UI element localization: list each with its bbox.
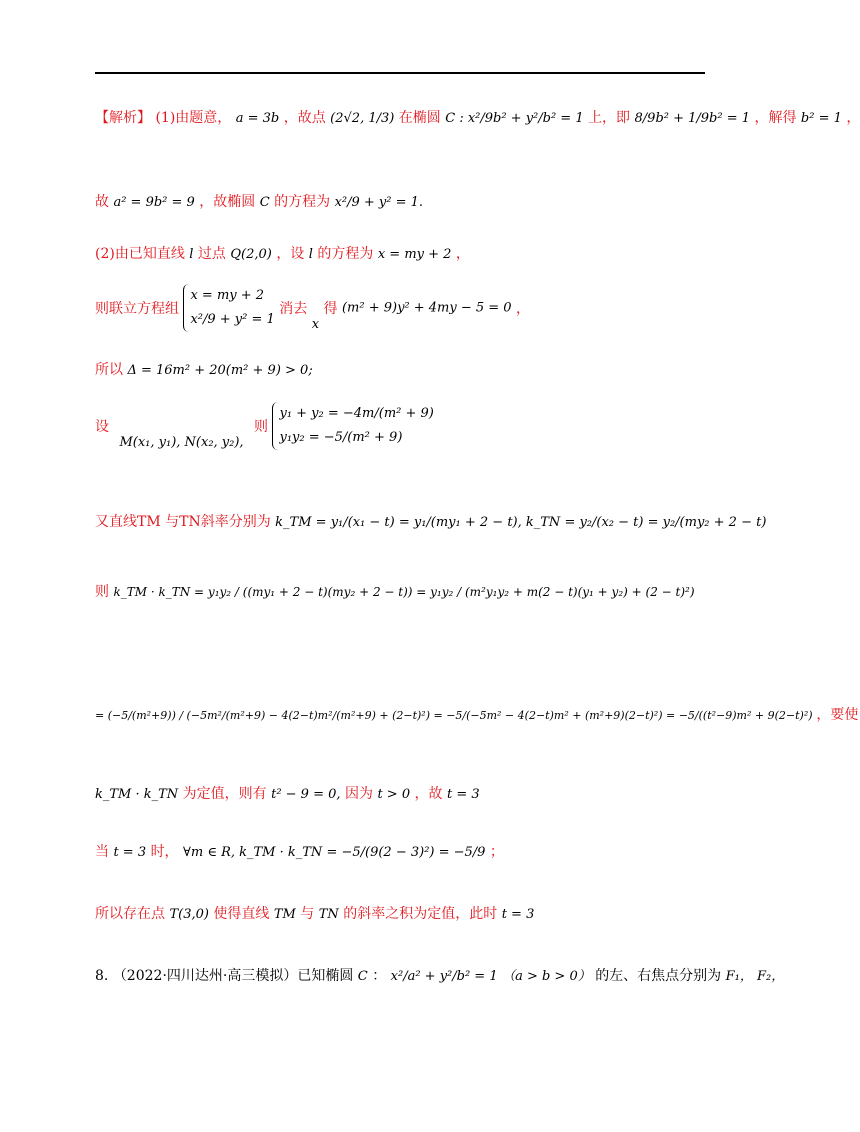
solution-line-11: 当 t = 3 时， ∀m ∈ R, k_TM · k_TN = −5/(9(2 − 3)²) = −5/9 ； [95,844,504,860]
solution-line-8: 则 k_TM · k_TN = y₁y₂ / ((my₁ + 2 − t)(my₂ + 2 − t)) = y₁y₂ / (m²y₁y₂ + m(2 − t)(y₁ + y₂) + (2 − t)²) [95,584,695,600]
equation-system: x = my + 2 x²/9 + y² = 1 [183,284,274,332]
solution-line-3: (2)由已知直线 l 过点 Q(2,0) ，设 l 的方程为 x = my + 2 ， [95,246,470,262]
solution-line-9: = (−5/(m²+9)) / (−5m²/(m²+9) − 4(2−t)m²/(m²+9) + (2−t)²) = −5/(−5m² − 4(2−t)m² + (m²+9)(2−t)²) = −5/((t²−9)m² + 9(2−t)²) ，要使 [95,707,859,723]
solution-line-4: 则联立方程组 x = my + 2 x²/9 + y² = 1 消去 x 得 (m² + 9)y² + 4my − 5 = 0 ， [95,284,530,332]
analysis-tag: 【解析】 [95,110,151,126]
solution-line-10: k_TM · k_TN 为定值，则有 t² − 9 = 0, 因为 t > 0 ，故 t = 3 [95,786,480,802]
solution-line-5: 所以 Δ = 16m² + 20(m² + 9) > 0; [95,362,313,378]
question-8: 8. （2022·四川达州·高三模拟）已知椭圆 C ： x²/a² + y²/b² = 1 （a > b > 0） 的左、右焦点分别为 F₁， F₂， [95,968,785,984]
solution-line-1: 【解析】 (1)由题意， a = 3b ，故点 (2√2, 1/3) 在椭圆 C : x²/9b² + y²/b² = 1 上，即 8/9b² + 1/9b² = 1 ，解得 b² = 1 ， [95,110,860,126]
solution-line-2: 故 a² = 9b² = 9 ，故椭圆 C 的方程为 x²/9 + y² = 1. [95,194,424,210]
solution-line-7: 又直线TM 与TN斜率分别为 k_TM = y₁/(x₁ − t) = y₁/(my₁ + 2 − t), k_TN = y₂/(x₂ − t) = y₂/(my₂ + 2 − t) [95,514,767,530]
solution-line-12: 所以存在点 T(3,0) 使得直线 TM 与 TN 的斜率之积为定值，此时 t = 3 [95,906,535,922]
top-rule [95,72,705,74]
vieta-system: y₁ + y₂ = −4m/(m² + 9) y₁y₂ = −5/(m² + 9) [272,402,433,450]
solution-line-6: 设 M(x₁, y₁), N(x₂, y₂), 则 y₁ + y₂ = −4m/(m² + 9) y₁y₂ = −5/(m² + 9) [95,402,434,450]
